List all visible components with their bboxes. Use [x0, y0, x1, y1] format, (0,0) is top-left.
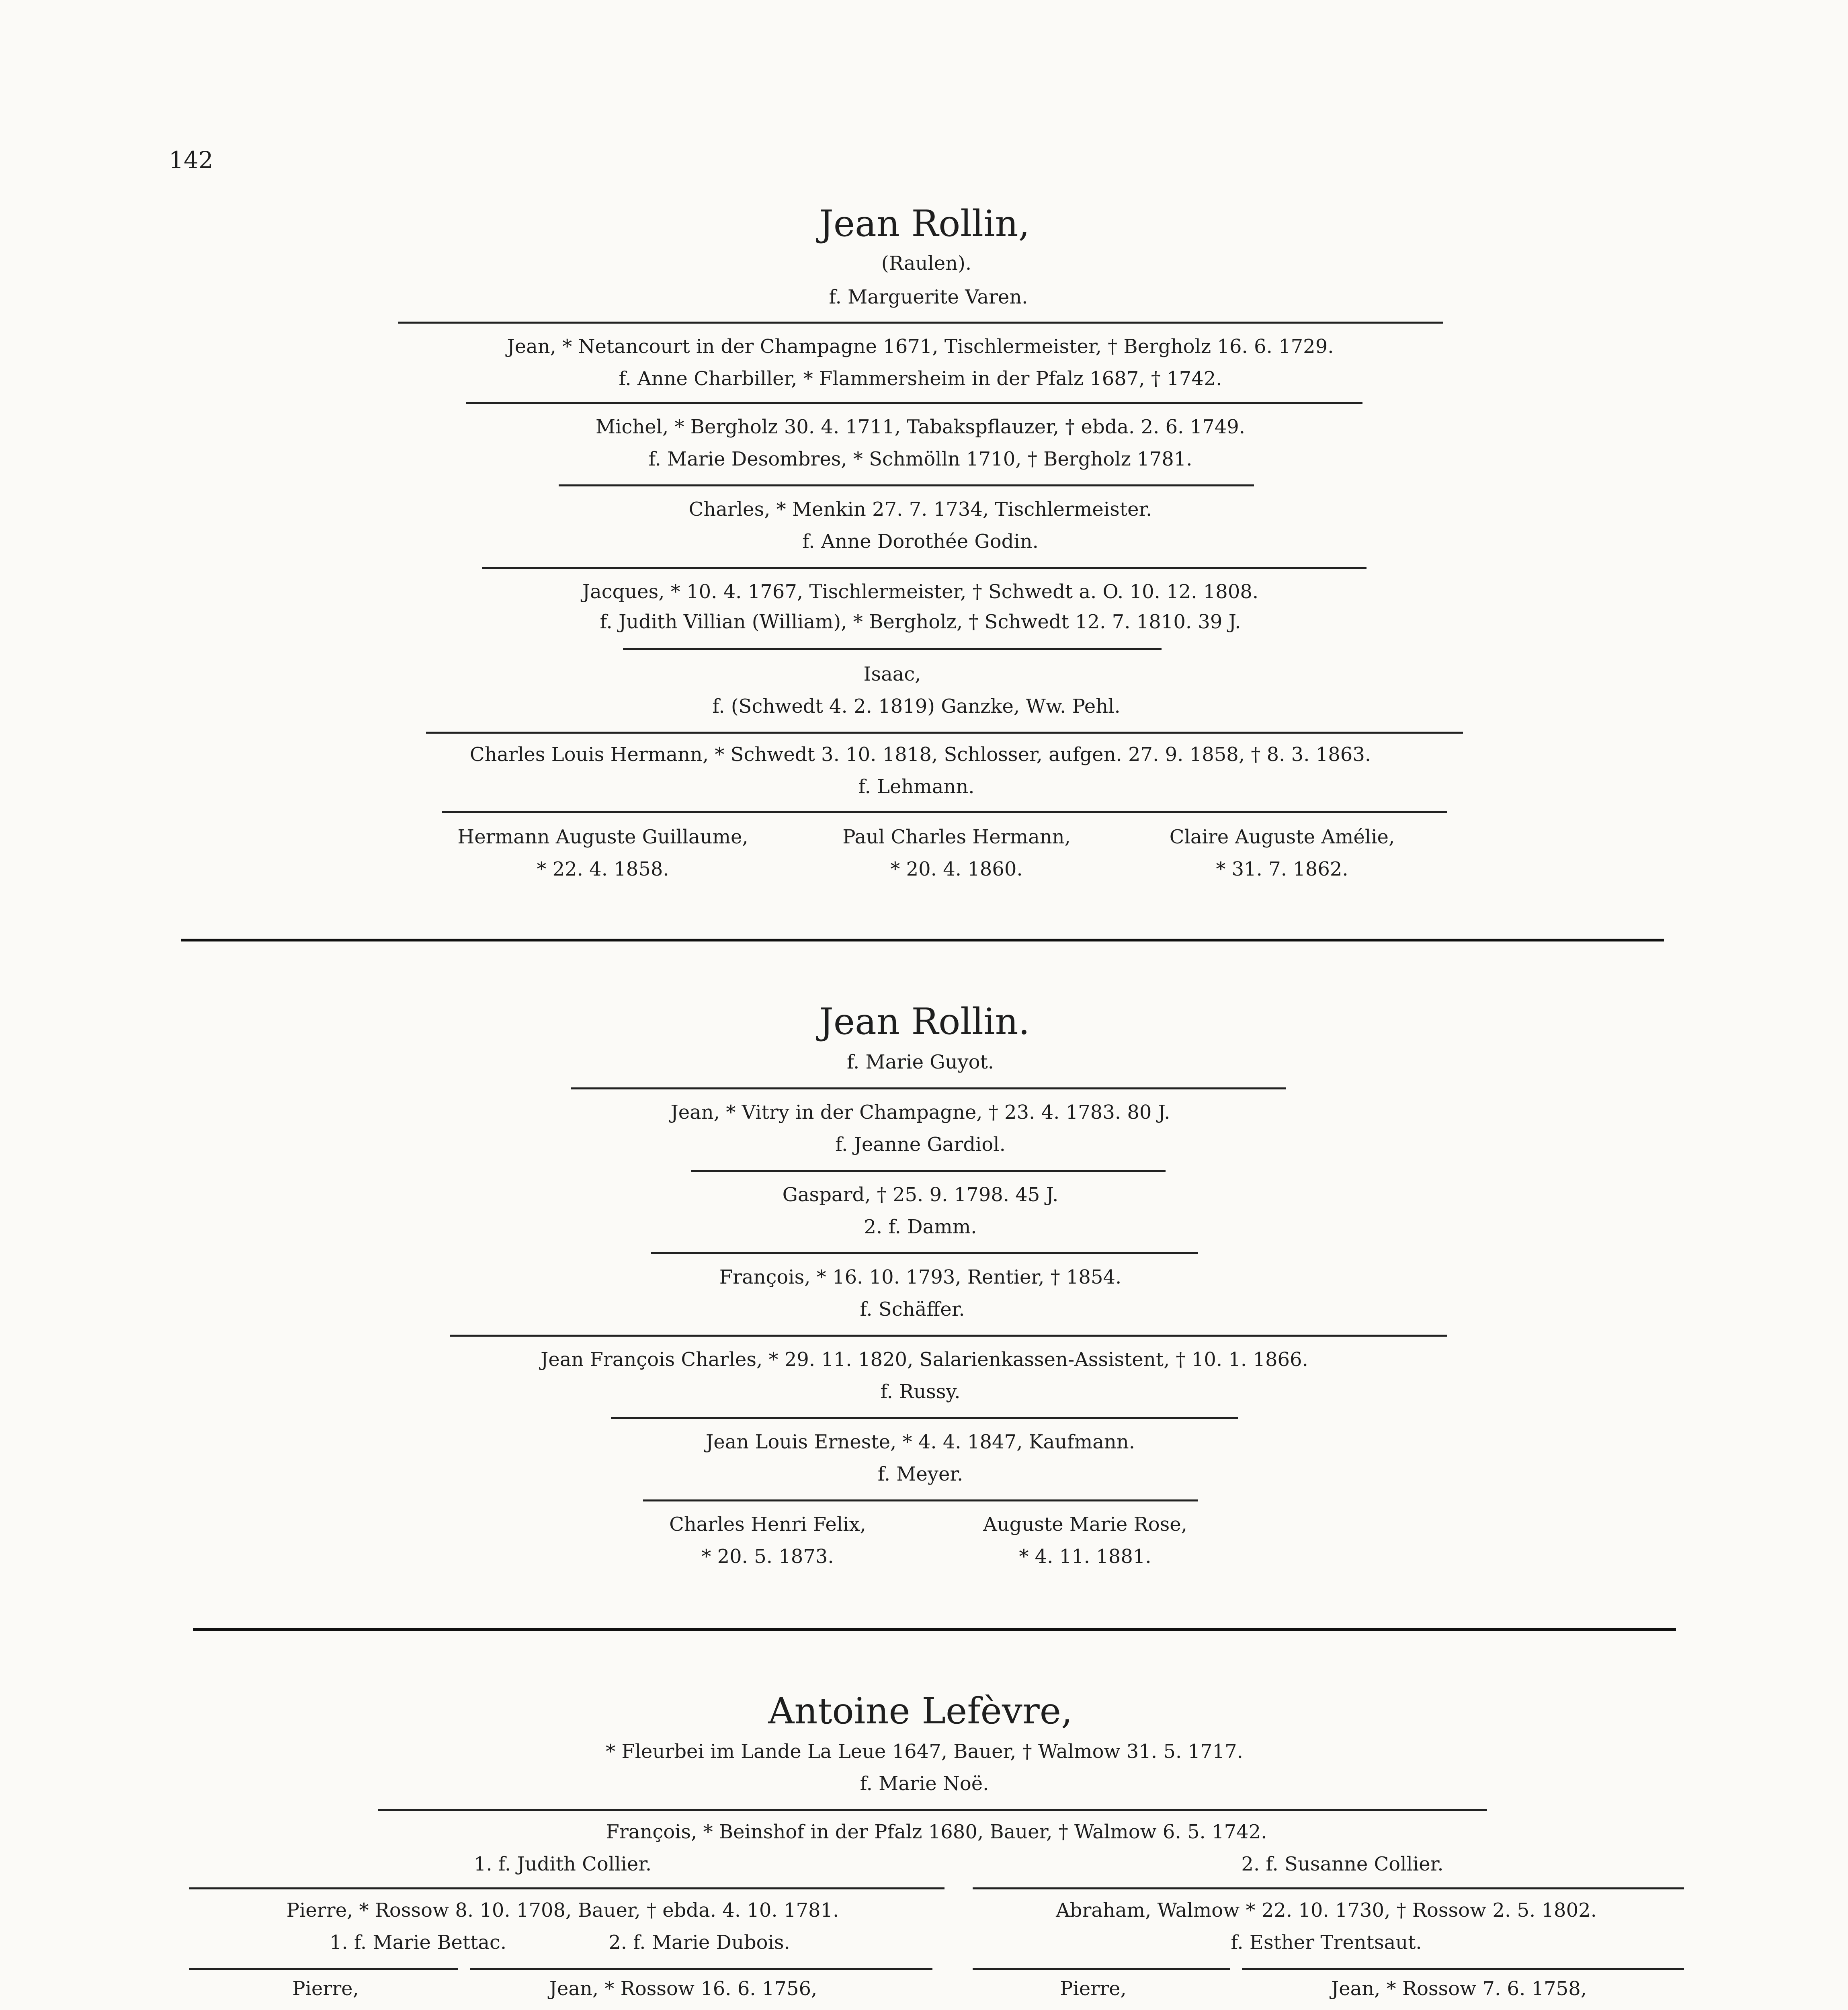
spouse-line: f. Anne Charbiller, * Flammersheim in der Pfalz 1687, † 1742.	[619, 367, 1222, 390]
person-line: Jacques, * 10. 4. 1767, Tischlermeister, † Schwedt a. O. 10. 12. 1808.	[582, 580, 1259, 603]
spouse-line: 1. f. Judith Collier.	[473, 1853, 652, 1875]
person-line: Isaac,	[863, 663, 921, 685]
generation-rule	[398, 322, 1443, 324]
family-title: Jean Rollin.	[819, 1001, 1030, 1043]
generation-rule	[623, 648, 1162, 650]
section-separator	[193, 1628, 1676, 1631]
person-line: Michel, * Bergholz 30. 4. 1711, Tabakspflauzer, † ebda. 2. 6. 1749.	[595, 416, 1246, 438]
person-line: Jean Louis Erneste, * 4. 4. 1847, Kaufmann.	[706, 1431, 1135, 1453]
spouse-line: f. Schäffer.	[860, 1298, 965, 1321]
family-title: Jean Rollin,	[819, 203, 1030, 245]
generation-rule	[611, 1417, 1238, 1419]
generation-rule	[559, 484, 1254, 486]
person-line: Jean, * Rossow 16. 6. 1756,	[549, 1977, 817, 2000]
generation-rule	[571, 1087, 1286, 1089]
generation-rule	[482, 567, 1367, 569]
person-line: Charles, * Menkin 27. 7. 1734, Tischlermeister.	[688, 498, 1152, 521]
person-line: Jean François Charles, * 29. 11. 1820, Salarienkassen-Assistent, † 10. 1. 1866.	[541, 1348, 1308, 1371]
person-line: Pierre,	[1060, 1977, 1127, 2000]
generation-rule	[1242, 1968, 1684, 1970]
spouse-line: f. Jeanne Gardiol.	[835, 1133, 1006, 1156]
spouse-line: 2. f. Marie Dubois.	[608, 1931, 790, 1954]
generation-rule	[973, 1887, 1684, 1889]
person-line: Gaspard, † 25. 9. 1798. 45 J.	[782, 1183, 1059, 1206]
spouse-line: f. Marie Guyot.	[846, 1051, 994, 1073]
spouse-line: f. (Schwedt 4. 2. 1819) Ganzke, Ww. Pehl.	[712, 695, 1121, 718]
family-title: Antoine Lefèvre,	[768, 1690, 1073, 1732]
page-number: 142	[169, 146, 213, 174]
person-line: François, * Beinshof in der Pfalz 1680, Bauer, † Walmow 6. 5. 1742.	[606, 1821, 1267, 1843]
generation-rule	[450, 1335, 1447, 1337]
person-line: Pierre, * Rossow 8. 10. 1708, Bauer, † ebda. 4. 10. 1781.	[286, 1899, 839, 1922]
spouse-line: f. Meyer.	[877, 1463, 963, 1485]
spouse-line: 1. f. Marie Bettac.	[329, 1931, 507, 1954]
spouse-line: f. Esther Trentsaut.	[1231, 1931, 1422, 1954]
child-name: Paul Charles Hermann,	[842, 826, 1071, 848]
child-name: Charles Henri Felix,	[669, 1513, 866, 1536]
person-line: * Fleurbei im Lande La Leue 1647, Bauer, † Walmow 31. 5. 1717.	[606, 1740, 1243, 1763]
spouse-line: f. Marie Desombres, * Schmölln 1710, † Bergholz 1781.	[648, 448, 1192, 470]
child-birth: * 31. 7. 1862.	[1216, 858, 1348, 880]
generation-rule	[691, 1170, 1166, 1172]
person-line: François, * 16. 10. 1793, Rentier, † 1854.	[719, 1266, 1122, 1288]
spouse-line: f. Anne Dorothée Godin.	[802, 530, 1039, 553]
child-birth: * 22. 4. 1858.	[537, 858, 669, 880]
child-name: Claire Auguste Amélie,	[1169, 826, 1395, 848]
child-name: Hermann Auguste Guillaume,	[457, 826, 748, 848]
spouse-line: f. Judith Villian (William), * Bergholz, † Schwedt 12. 7. 1810. 39 J.	[600, 611, 1241, 633]
spouse-line: f. Marie Noë.	[860, 1772, 989, 1795]
generation-rule	[470, 1968, 932, 1970]
name-variant: (Raulen).	[881, 252, 972, 275]
generation-rule	[442, 811, 1447, 813]
spouse-line: f. Lehmann.	[858, 775, 975, 798]
person-line: Jean, * Vitry in der Champagne, † 23. 4. 1783. 80 J.	[670, 1101, 1170, 1124]
section-separator	[181, 939, 1664, 941]
child-birth: * 4. 11. 1881.	[1019, 1545, 1151, 1568]
person-line: Pierre,	[292, 1977, 359, 2000]
spouse-line: f. Marguerite Varen.	[829, 286, 1028, 308]
person-line: Abraham, Walmow * 22. 10. 1730, † Rossow 2. 5. 1802.	[1056, 1899, 1597, 1922]
spouse-line: 2. f. Damm.	[864, 1216, 977, 1238]
generation-rule	[189, 1887, 944, 1889]
generation-rule	[466, 402, 1362, 404]
generation-rule	[973, 1968, 1230, 1970]
spouse-line: 2. f. Susanne Collier.	[1241, 1853, 1444, 1875]
person-line: Jean, * Rossow 7. 6. 1758,	[1331, 1977, 1587, 2000]
person-line: Charles Louis Hermann, * Schwedt 3. 10. 1818, Schlosser, aufgen. 27. 9. 1858, † 8. 3. 1863.	[469, 743, 1371, 766]
person-line: Jean, * Netancourt in der Champagne 1671, Tischlermeister, † Bergholz 16. 6. 1729.	[507, 335, 1334, 358]
child-name: Auguste Marie Rose,	[983, 1513, 1187, 1536]
generation-rule	[189, 1968, 458, 1970]
generation-rule	[643, 1499, 1198, 1501]
child-birth: * 20. 4. 1860.	[890, 858, 1023, 880]
child-birth: * 20. 5. 1873.	[701, 1545, 834, 1568]
spouse-line: f. Russy.	[880, 1380, 961, 1403]
generation-rule	[426, 732, 1463, 734]
generation-rule	[651, 1252, 1198, 1254]
generation-rule	[378, 1809, 1487, 1811]
